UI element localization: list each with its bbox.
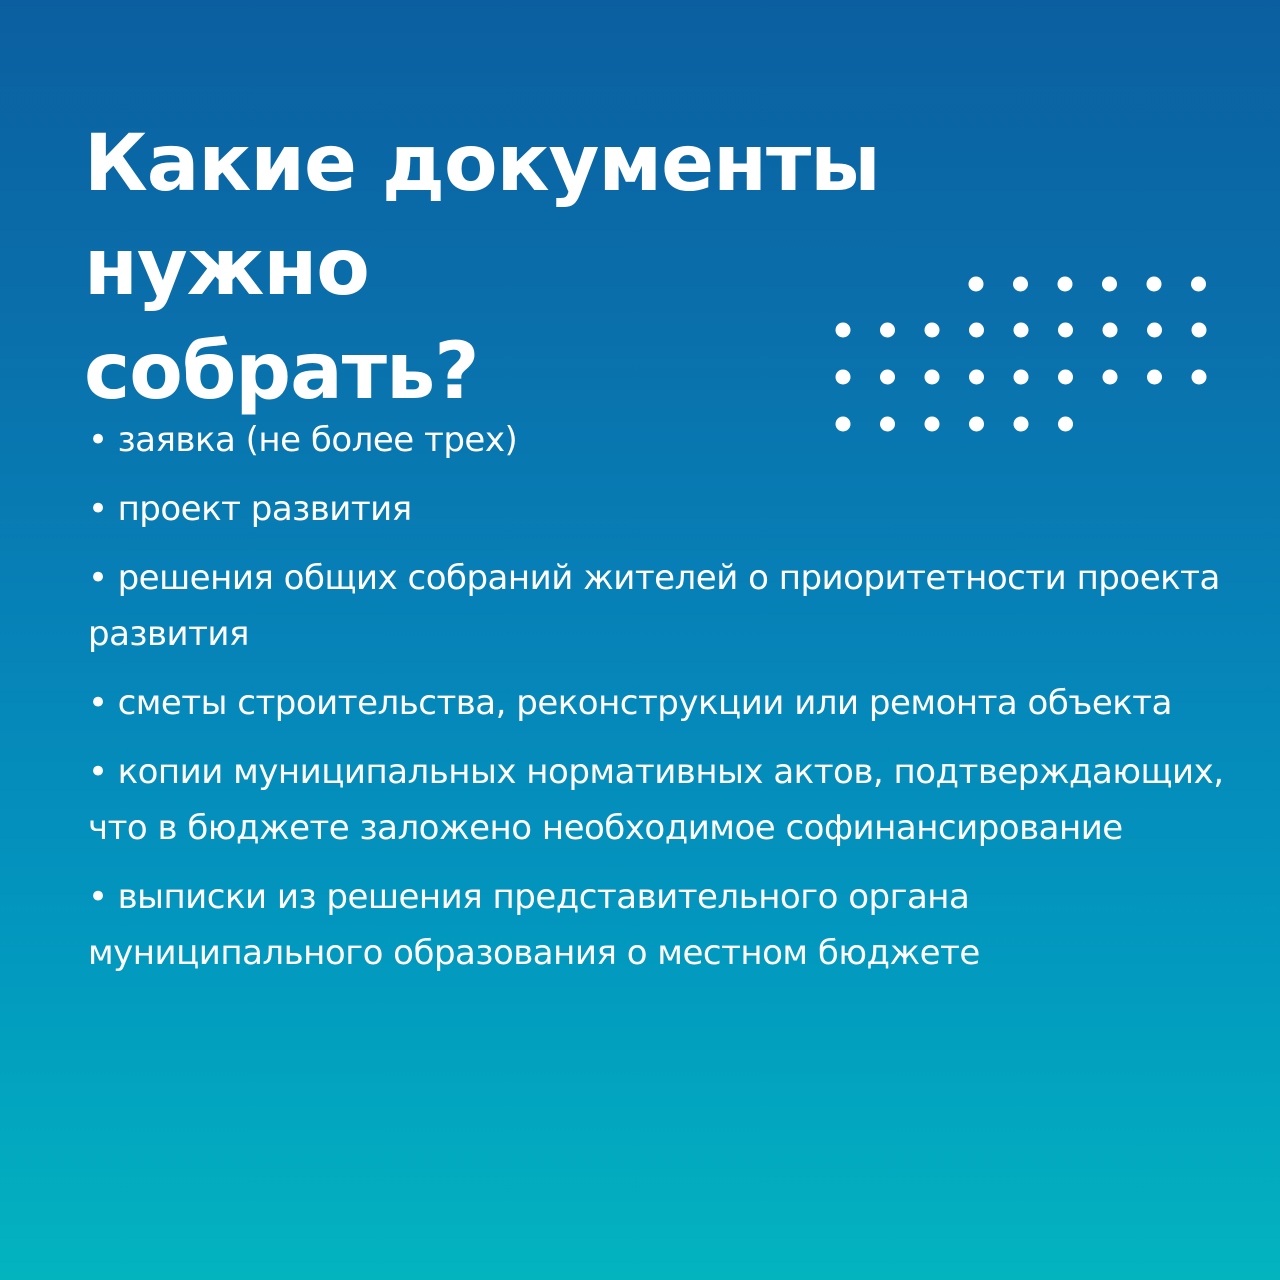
- bullet-icon: •: [88, 420, 108, 460]
- dot: [1192, 370, 1207, 385]
- dot: [1191, 277, 1206, 292]
- list-item-text: выписки из решения представительного органа муниципального образования о местном бюджете: [88, 877, 980, 973]
- page-title: [84, 112, 1184, 424]
- bullet-icon: •: [88, 683, 108, 723]
- list-item: [88, 481, 1238, 537]
- list-item: [88, 744, 1238, 856]
- title-line-1: Какие документы нужно: [84, 119, 880, 313]
- list-item: [88, 550, 1238, 662]
- bullet-icon: •: [88, 558, 108, 598]
- dot: [1192, 323, 1207, 338]
- bullet-icon: •: [88, 489, 108, 529]
- bullet-icon: •: [88, 752, 108, 792]
- title-line-2: собрать?: [84, 327, 479, 417]
- list-item: [88, 869, 1238, 981]
- list-item-text: сметы строительства, реконструкции или ремонта объекта: [117, 683, 1172, 723]
- documents-list: [88, 412, 1238, 994]
- bullet-icon: •: [88, 877, 108, 917]
- list-item: [88, 675, 1238, 731]
- list-item-text: решения общих собраний жителей о приоритетности проекта развития: [88, 558, 1220, 654]
- list-item-text: заявка (не более трех): [117, 420, 518, 460]
- list-item: [88, 412, 1238, 468]
- list-item-text: проект развития: [117, 489, 412, 529]
- list-item-text: копии муниципальных нормативных актов, подтверждающих, что в бюджете заложено необходимое софинансирование: [88, 752, 1224, 848]
